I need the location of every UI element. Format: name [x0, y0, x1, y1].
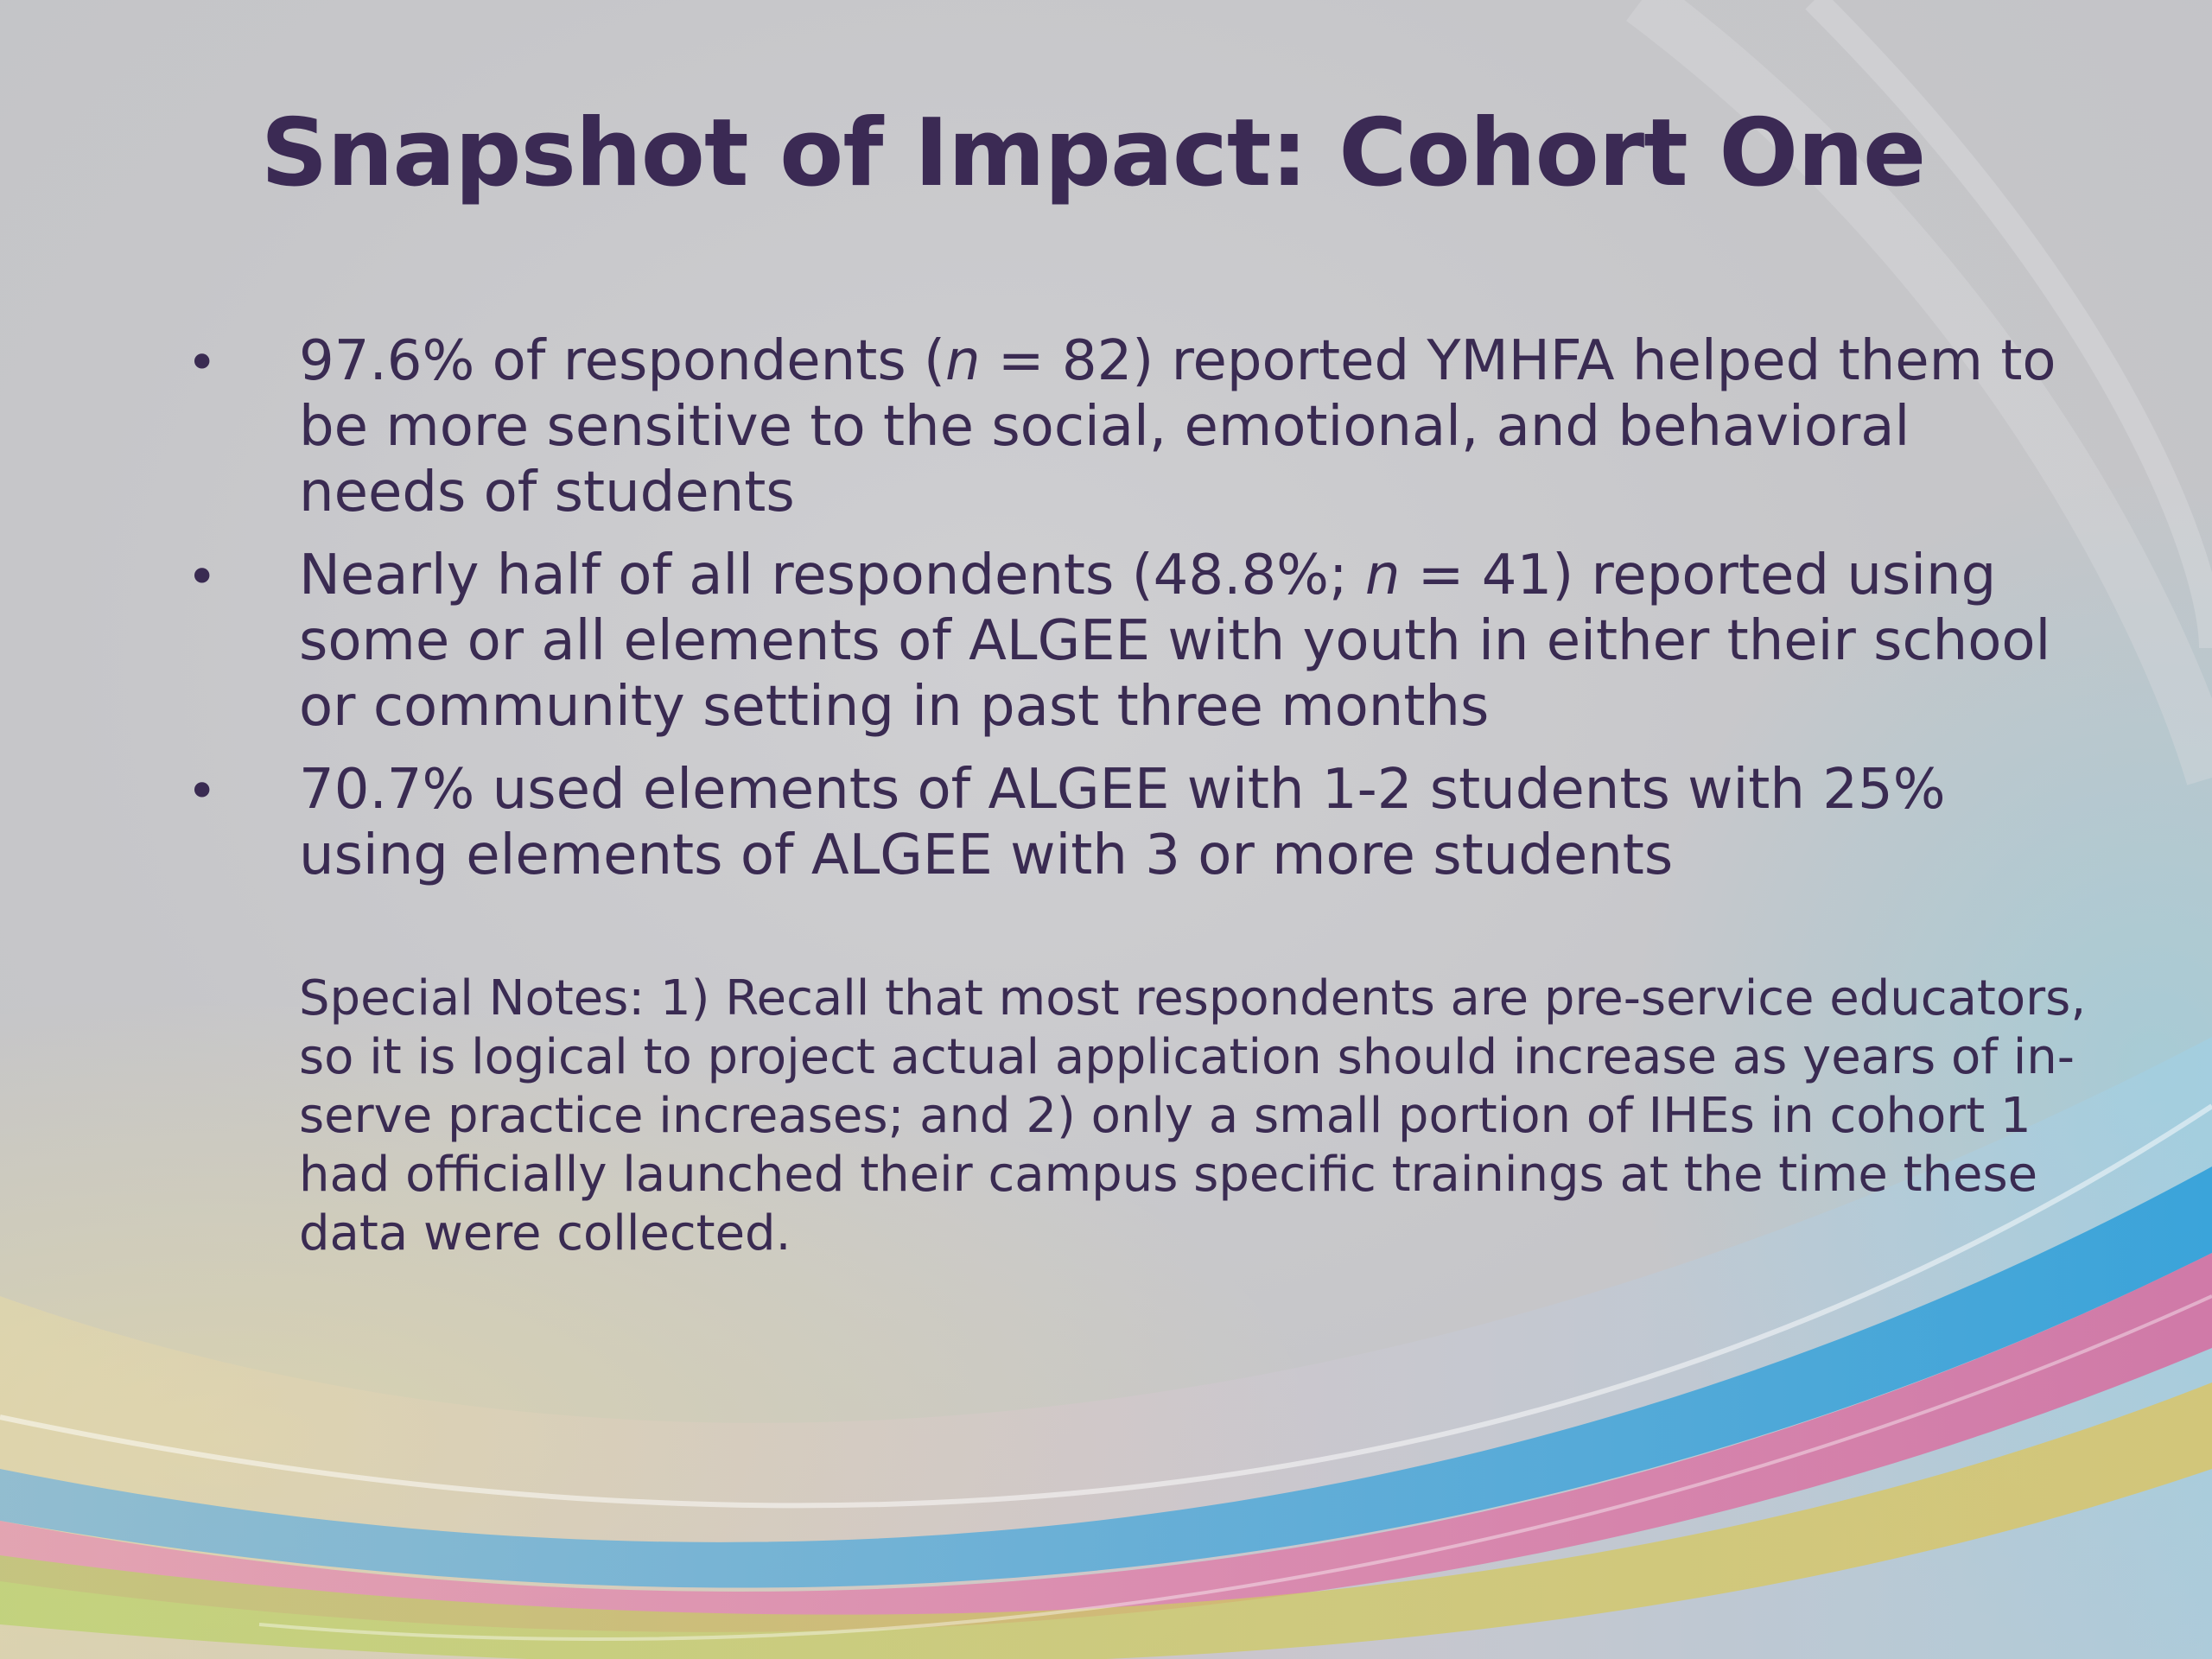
bullet-3-text: 70.7% used elements of ALGEE with 1-2 students with 25% using elements of ALGEE with 3 or more students	[299, 758, 1946, 887]
bullet-marker: •	[187, 761, 218, 822]
bullet-2-text-start: Nearly half of all respondents (48.8%;	[299, 543, 1365, 607]
bullet-marker: •	[187, 333, 218, 393]
bullet-marker: •	[187, 547, 218, 607]
bullet-1-text-end: = 82) reported YMHFA helped them to be more sensitive to the social, emotional, and behavioral needs of students	[299, 329, 2056, 524]
bullet-1-n-symbol: n	[944, 329, 981, 393]
slide-title: Snapshot of Impact: Cohort One	[260, 99, 1926, 207]
bullet-item-1	[183, 328, 2067, 525]
bullet-item-3	[183, 757, 2067, 888]
bullet-list	[183, 328, 2067, 906]
bullet-item-2	[183, 543, 2067, 740]
bullet-1-text-start: 97.6% of respondents (	[299, 329, 945, 393]
bullet-2-text-end: = 41) reported using some or all elements of ALGEE with youth in either their school or community setting in past three months	[299, 543, 2051, 739]
bullet-2-n-symbol: n	[1364, 543, 1401, 607]
special-notes: Special Notes: 1) Recall that most respondents are pre-service educators, so it is logical to project actual application should increase as years of in-serve practice increases; and 2) only a small portion of IHEs in cohort 1 had officially launched their campus specific trainings at the time these data were collected.	[299, 970, 2087, 1262]
